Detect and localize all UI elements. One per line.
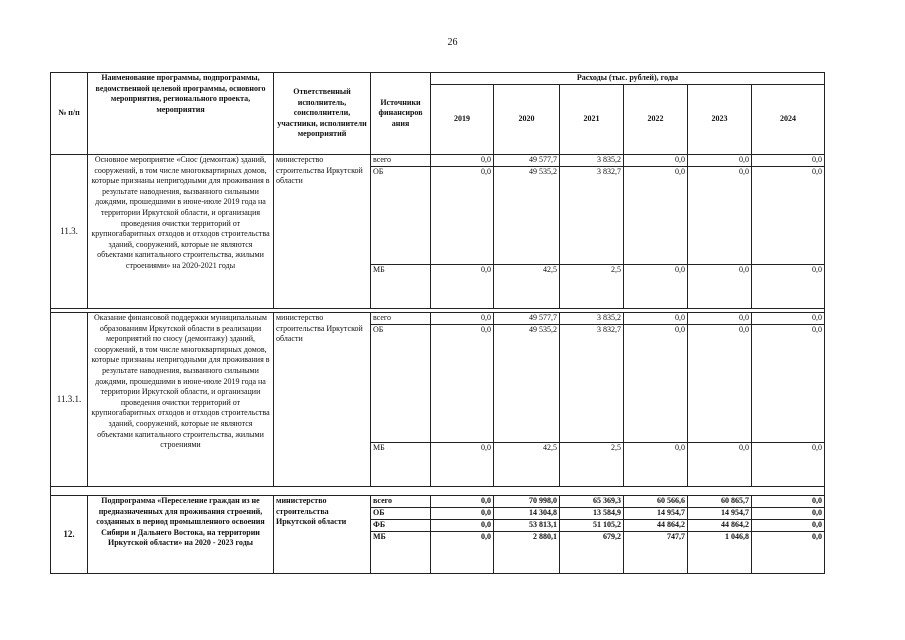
page-number: 26: [447, 37, 458, 48]
row-index: 12.: [51, 496, 88, 574]
expense-cell: 3 832,7: [560, 167, 624, 265]
header-expenses: Расходы (тыс. рублей), годы: [431, 73, 825, 85]
row-index: 11.3.1.: [51, 313, 88, 487]
expense-cell: 0,0: [752, 313, 825, 325]
expense-cell: 0,0: [752, 325, 825, 443]
expense-cell: 44 864,2: [688, 520, 752, 532]
expense-cell: 0,0: [431, 313, 494, 325]
header-num: № п/п: [51, 73, 88, 155]
funding-source: ОБ: [371, 167, 431, 265]
funding-source: ФБ: [371, 520, 431, 532]
expense-cell: 0,0: [624, 313, 688, 325]
expense-cell: 2,5: [560, 443, 624, 487]
funding-source: всего: [371, 155, 431, 167]
expense-cell: 2 880,1: [494, 532, 560, 574]
expense-cell: 44 864,2: [624, 520, 688, 532]
funding-source: МБ: [371, 443, 431, 487]
funding-source: МБ: [371, 265, 431, 309]
funding-source: МБ: [371, 532, 431, 574]
expense-cell: 13 584,9: [560, 508, 624, 520]
header-year: 2021: [560, 85, 624, 155]
expense-cell: 1 046,8: [688, 532, 752, 574]
expense-cell: 0,0: [431, 508, 494, 520]
expense-cell: 42,5: [494, 265, 560, 309]
expense-cell: 0,0: [688, 325, 752, 443]
funding-source: всего: [371, 496, 431, 508]
expense-cell: 2,5: [560, 265, 624, 309]
expense-cell: 70 998,0: [494, 496, 560, 508]
expense-cell: 3 832,7: [560, 325, 624, 443]
expense-cell: 0,0: [431, 155, 494, 167]
expense-cell: 0,0: [431, 520, 494, 532]
expense-cell: 0,0: [752, 167, 825, 265]
expense-cell: 42,5: [494, 443, 560, 487]
expense-cell: 0,0: [431, 496, 494, 508]
expense-cell: 0,0: [431, 167, 494, 265]
expense-cell: 0,0: [752, 532, 825, 574]
header-responsible: Ответственный исполнитель, соисполнители, участники, исполнители мероприятий: [274, 73, 371, 155]
header-year: 2020: [494, 85, 560, 155]
row-index: 11.3.: [51, 155, 88, 309]
expense-cell: 0,0: [431, 325, 494, 443]
expense-cell: 0,0: [752, 520, 825, 532]
expense-cell: 0,0: [624, 155, 688, 167]
section-gap: [51, 487, 825, 496]
expense-cell: 0,0: [624, 265, 688, 309]
expense-cell: 65 369,3: [560, 496, 624, 508]
responsible-executor: министерство строительства Иркутской области: [274, 155, 371, 309]
expense-cell: 0,0: [624, 443, 688, 487]
responsible-executor: министерство строительства Иркутской области: [274, 496, 371, 574]
expense-cell: 747,7: [624, 532, 688, 574]
header-name: Наименование программы, подпрограммы, ведомственной целевой программы, основного мероприятия, регионального проекта, мероприятия: [88, 73, 274, 155]
expense-cell: 0,0: [688, 265, 752, 309]
funding-source: ОБ: [371, 508, 431, 520]
expense-cell: 53 813,1: [494, 520, 560, 532]
header-year: 2019: [431, 85, 494, 155]
expense-cell: 0,0: [752, 155, 825, 167]
expense-cell: 14 954,7: [624, 508, 688, 520]
responsible-executor: министерство строительства Иркутской области: [274, 313, 371, 487]
expense-cell: 0,0: [624, 325, 688, 443]
expense-cell: 3 835,2: [560, 313, 624, 325]
expense-cell: 0,0: [431, 265, 494, 309]
expense-cell: 49 535,2: [494, 167, 560, 265]
header-year: 2023: [688, 85, 752, 155]
expense-cell: 14 304,8: [494, 508, 560, 520]
measure-description: Оказание финансовой поддержки муниципальным образованиям Иркутской области в реализации мероприятий по сносу (демонтажу) зданий, сооружений, в том числе многоквартирных домов, которые признаны непригодными для проживания в результате наводнения, вызванного сильными дождями, прошедшими в июне-июле 2019 года на территории Иркутской области, и организации проведения очистки территорий от крупногабаритных отходов и отходов строительства зданий, сооружений, которые не являются объектами капитального строительства, жилыми строениями: [88, 313, 274, 487]
expense-cell: 0,0: [688, 313, 752, 325]
expense-cell: 0,0: [752, 508, 825, 520]
expense-cell: 0,0: [624, 167, 688, 265]
expense-cell: 0,0: [688, 443, 752, 487]
subprogram-description: Подпрограмма «Переселение граждан из не предназначенных для проживания строений, созданных в период промышленного освоения Сибири и Дальнего Востока, на территории Иркутской области» на 2020 - 2023 годы: [88, 496, 274, 574]
expense-cell: 0,0: [431, 443, 494, 487]
expense-cell: 0,0: [752, 443, 825, 487]
measure-description: Основное мероприятие «Снос (демонтаж) зданий, сооружений, в том числе многоквартирных домов, которые признаны непригодными для проживания в результате наводнения, вызванного сильными дождями, прошедшими в июне-июле 2019 года на территории Иркутской области, и организация проведения очистки территорий от крупногабаритных отходов и отходов строительства зданий, сооружений, которые не являются объектами капитального строительства, жилыми строениями» на 2020-2021 годы: [88, 155, 274, 309]
funding-source: всего: [371, 313, 431, 325]
header-year: 2024: [752, 85, 825, 155]
header-sources: Источники финансиров ания: [371, 73, 431, 155]
expense-cell: 49 577,7: [494, 313, 560, 325]
expense-cell: 679,2: [560, 532, 624, 574]
header-year: 2022: [624, 85, 688, 155]
expense-cell: 51 105,2: [560, 520, 624, 532]
expense-cell: 0,0: [431, 532, 494, 574]
expense-cell: 0,0: [752, 496, 825, 508]
expense-cell: 14 954,7: [688, 508, 752, 520]
expense-cell: 60 865,7: [688, 496, 752, 508]
expense-cell: 49 577,7: [494, 155, 560, 167]
expense-cell: 3 835,2: [560, 155, 624, 167]
budget-table: [50, 72, 825, 574]
expense-cell: 0,0: [752, 265, 825, 309]
expense-cell: 0,0: [688, 167, 752, 265]
funding-source: ОБ: [371, 325, 431, 443]
expense-cell: 0,0: [688, 155, 752, 167]
expense-cell: 60 566,6: [624, 496, 688, 508]
expense-cell: 49 535,2: [494, 325, 560, 443]
